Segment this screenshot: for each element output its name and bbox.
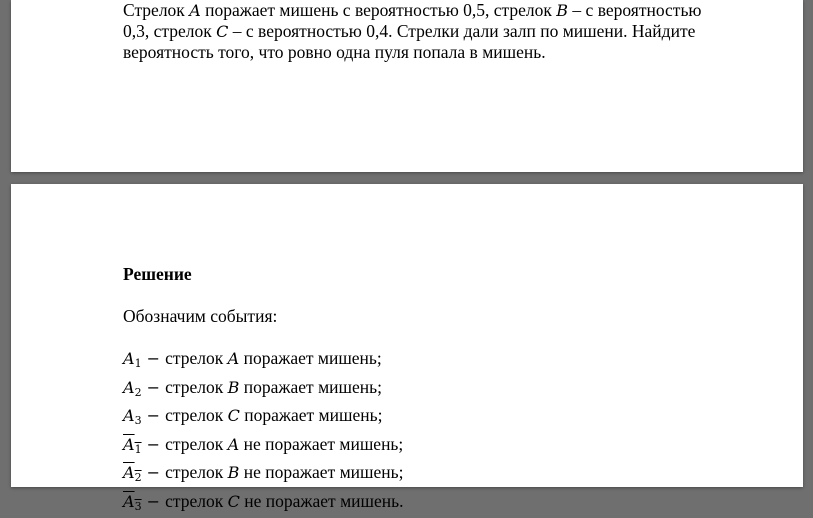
solution-intro: Обозначим события: xyxy=(123,306,277,327)
shooter-var: B xyxy=(228,463,240,482)
page-2 xyxy=(11,184,803,487)
shooter-var: C xyxy=(228,406,240,425)
event-definition xyxy=(123,461,403,490)
event-text: поражает мишень; xyxy=(239,348,382,368)
problem-statement xyxy=(123,0,763,63)
event-definition xyxy=(123,376,403,405)
event-text: стрелок xyxy=(165,434,228,454)
event-definition xyxy=(123,347,403,376)
problem-text: поражает мишень с вероятностью 0,5, стрелок xyxy=(201,0,557,20)
event-text: поражает мишень; xyxy=(240,405,383,425)
problem-text: 0,3, стрелок xyxy=(123,21,216,41)
problem-text: – с вероятностью 0,4. Стрелки дали залп по мишени. Найдите xyxy=(228,21,695,41)
event-text: поражает мишень; xyxy=(239,377,382,397)
var-a: A xyxy=(189,1,201,20)
problem-text: вероятность того, что ровно одна пуля попала в мишень. xyxy=(123,42,546,62)
event-dash: − xyxy=(142,492,166,511)
event-symbol: $A_1$ xyxy=(123,349,142,368)
problem-line-2 xyxy=(123,21,763,42)
event-list xyxy=(123,347,403,518)
event-definition xyxy=(123,490,403,518)
event-dash: − xyxy=(142,406,166,425)
event-dash: − xyxy=(142,463,166,482)
event-symbol: $A_2$ xyxy=(123,378,142,397)
event-complement-symbol: $A_3$ xyxy=(123,492,142,511)
event-definition xyxy=(123,404,403,433)
shooter-var: C xyxy=(228,492,240,511)
event-dash: − xyxy=(142,435,166,454)
var-c: C xyxy=(216,22,228,41)
page-1 xyxy=(11,0,803,172)
var-b: B xyxy=(556,1,568,20)
event-text: стрелок xyxy=(165,462,228,482)
event-dash: − xyxy=(142,378,166,397)
event-text: не поражает мишень. xyxy=(240,491,404,511)
event-text: стрелок xyxy=(165,491,228,511)
event-text: не поражает мишень; xyxy=(239,434,403,454)
shooter-var: A xyxy=(228,435,240,454)
event-dash: − xyxy=(142,349,166,368)
event-complement-symbol: $A_2$ xyxy=(123,463,142,482)
event-text: стрелок xyxy=(165,377,228,397)
problem-line-3 xyxy=(123,42,763,63)
event-text: стрелок xyxy=(165,348,228,368)
event-text: стрелок xyxy=(165,405,228,425)
problem-text: Стрелок xyxy=(123,0,189,20)
shooter-var: A xyxy=(228,349,240,368)
event-text: не поражает мишень; xyxy=(239,462,403,482)
event-definition xyxy=(123,433,403,462)
problem-text: – с вероятностью xyxy=(568,0,701,20)
shooter-var: B xyxy=(228,378,240,397)
solution-heading: Решение xyxy=(123,264,192,285)
problem-line-1 xyxy=(123,0,763,21)
event-complement-symbol: $A_1$ xyxy=(123,435,142,454)
event-symbol: $A_3$ xyxy=(123,406,142,425)
